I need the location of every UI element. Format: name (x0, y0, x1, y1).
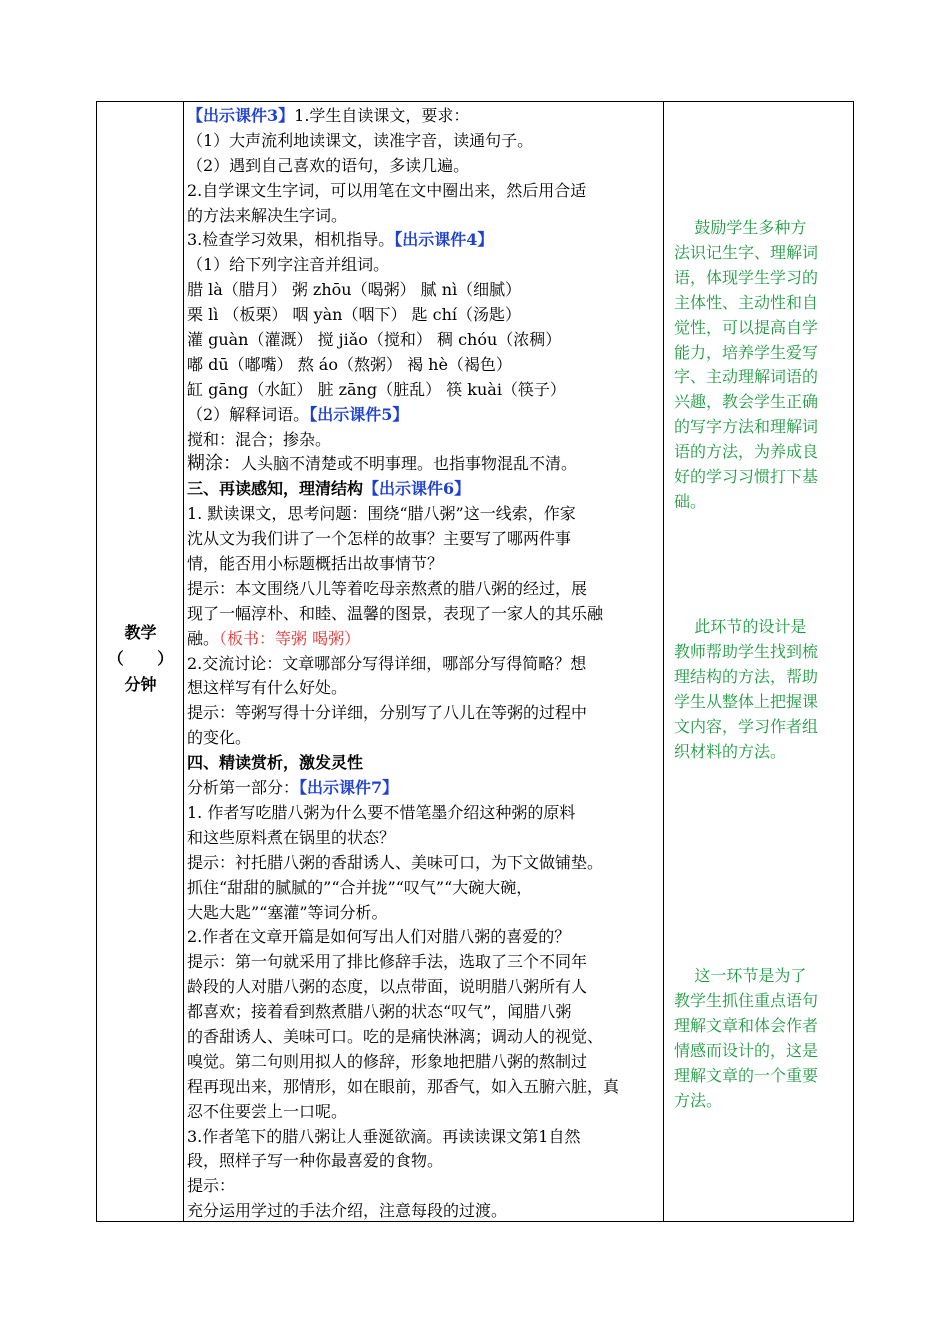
design-note-line: 此环节的设计是 (674, 617, 807, 636)
procedure-line (187, 403, 663, 428)
board-note: （板书：等粥 喝粥） (219, 628, 361, 648)
procedure-text: 提示：本文围绕八儿等着吃母亲熬煮的腊八粥的经过，展 (187, 578, 588, 598)
time-label-line: （ ） (107, 649, 174, 668)
procedure-text: 都喜欢；接着看到熬煮腊八粥的状态“叹气”，闻腊八粥 (187, 1002, 572, 1022)
courseware-tag: 【出示课件7】 (299, 778, 399, 798)
design-note-line: 方法。 (674, 1090, 723, 1110)
procedure-text: 融。 (187, 628, 220, 648)
procedure-text: 的香甜诱人、美味可口。吃的是痛快淋漓；调动人的视觉、 (187, 1026, 604, 1046)
procedure-line (187, 876, 663, 901)
procedure-line (187, 950, 663, 975)
procedure-text: 提示： (187, 1176, 236, 1196)
procedure-line (187, 1149, 663, 1174)
lesson-table (96, 101, 854, 1222)
design-note-close-reading (674, 964, 846, 1113)
procedure-text: 抓住“甜甜的腻腻的”“合并拢”“叹气”“大碗大碗， (187, 877, 533, 897)
procedure-text: 充分运用学过的手法介绍，注意每段的过渡。 (187, 1201, 508, 1221)
design-note-line: 兴趣，教会学生正确 (674, 392, 819, 412)
procedure-line (187, 901, 663, 926)
time-label (97, 620, 184, 698)
design-notes-column (664, 102, 852, 1221)
procedure-line (187, 428, 663, 453)
design-note-line: 教学生抓住重点语句 (674, 990, 819, 1010)
time-label-line: 教学 (124, 623, 157, 642)
design-note-line: 这一环节是为了 (674, 966, 807, 985)
procedure-line (187, 776, 663, 801)
procedure-text: （1）大声流利地读课文，读准字音，读通句子。 (187, 130, 534, 150)
procedure-line (187, 228, 663, 253)
procedure-text: 的变化。 (187, 728, 252, 748)
procedure-text: （2）解释词语。 (187, 404, 310, 424)
procedure-line (187, 602, 663, 627)
procedure-line (187, 129, 663, 154)
procedure-text: 1. 默读课文，思考问题：围绕“腊八粥”这一线索，作家 (187, 504, 576, 524)
procedure-text: 糊涂： (187, 453, 241, 475)
procedure-line (187, 278, 663, 303)
procedure-line (187, 502, 663, 527)
courseware-tag: 【出示课件6】 (363, 479, 471, 499)
procedure-column (184, 102, 664, 1221)
procedure-line (187, 627, 663, 652)
procedure-text: 1.学生自读课文，要求： (294, 106, 470, 125)
procedure-text: 人头脑不清楚或不明事理。也指事物混乱不清。 (241, 454, 578, 474)
procedure-text: 的方法来解决生字词。 (187, 205, 348, 225)
procedure-text: 想这样写有什么好处。 (187, 678, 348, 698)
design-note-vocabulary (674, 216, 846, 515)
procedure-text: 腊 là（腊月） 粥 zhōu（喝粥） 腻 nì（细腻） (187, 280, 522, 300)
procedure-text: 3.作者笔下的腊八粥让人垂涎欲滴。再读读课文第1自然 (187, 1126, 581, 1146)
procedure-line (187, 701, 663, 726)
procedure-line (187, 154, 663, 179)
procedure-line (187, 1025, 663, 1050)
design-note-line: 法识记生字、理解词 (674, 242, 819, 262)
design-note-line: 主体性、主动性和自 (674, 292, 819, 312)
procedure-text: 情，能否用小标题概括出故事情节？ (187, 554, 444, 574)
procedure-text: 缸 gāng（水缸） 脏 zāng（脏乱） 筷 kuài（筷子） (187, 379, 566, 399)
procedure-line (187, 328, 663, 353)
procedure-line (187, 1000, 663, 1025)
procedure-text: 提示：第一句就采用了排比修辞手法，选取了三个不同年 (187, 952, 588, 972)
procedure-text: （2）遇到自己喜欢的语句，多读几遍。 (187, 155, 470, 175)
procedure-line (187, 925, 663, 950)
time-label-line: 分钟 (124, 675, 157, 694)
design-note-line: 字、主动理解词语的 (674, 367, 819, 387)
procedure-text: （1）给下列字注音并组词。 (187, 255, 390, 275)
procedure-line (187, 1050, 663, 1075)
procedure-line (187, 826, 663, 851)
procedure-text: 提示：等粥写得十分详细，分别写了八儿在等粥的过程中 (187, 703, 588, 723)
design-note-line: 情感而设计的，这是 (674, 1040, 819, 1060)
procedure-line (187, 204, 663, 229)
procedure-line (187, 303, 663, 328)
design-note-line: 学生从整体上把握课 (674, 691, 819, 711)
design-note-line: 鼓励学生多种方 (674, 218, 807, 237)
courseware-tag: 【出示课件4】 (394, 230, 494, 250)
procedure-line (187, 179, 663, 204)
procedure-text: 段，照样子写一种你最喜爱的食物。 (187, 1151, 444, 1171)
procedure-line (187, 975, 663, 1000)
design-note-line: 的写字方法和理解词 (674, 417, 819, 437)
procedure-text: 三、再读感知，理清结构 (187, 479, 364, 499)
courseware-tag: 【出示课件5】 (309, 404, 409, 424)
design-note-line: 觉性，可以提高自学 (674, 317, 819, 337)
design-note-line: 语的方法，为养成良 (674, 442, 819, 462)
procedure-line (187, 1100, 663, 1125)
design-note-line: 理解文章和体会作者 (674, 1015, 819, 1035)
design-note-line: 语，体现学生学习的 (674, 267, 819, 287)
time-column (97, 102, 184, 1221)
procedure-line (187, 1125, 663, 1150)
procedure-text: 嗅觉。第二句则用拟人的修辞，形象地把腊八粥的熬制过 (187, 1051, 588, 1071)
design-note-line: 理结构的方法，帮助 (674, 666, 819, 686)
procedure-text: 四、精读赏析，激发灵性 (187, 753, 364, 773)
procedure-line (187, 378, 663, 403)
courseware-tag: 【出示课件3】 (187, 106, 295, 125)
procedure-line (187, 477, 663, 502)
design-note-line: 好的学习习惯打下基 (674, 467, 819, 487)
procedure-line (187, 1174, 663, 1199)
procedure-text: 搅和：混合；掺杂。 (187, 429, 332, 449)
procedure-text: 1. 作者写吃腊八粥为什么要不惜笔墨介绍这种粥的原料 (187, 802, 576, 822)
procedure-line (187, 1075, 663, 1100)
procedure-line (187, 751, 663, 776)
procedure-text: 2.作者在文章开篇是如何写出人们对腊八粥的喜爱的？ (187, 927, 571, 947)
procedure-line (187, 801, 663, 826)
procedure-line (187, 1199, 663, 1224)
procedure-line (187, 851, 663, 876)
procedure-line (187, 577, 663, 602)
procedure-text: 3.检查学习效果，相机指导。 (187, 230, 395, 250)
procedure-text: 和这些原料煮在锅里的状态？ (187, 827, 396, 847)
design-note-line: 织材料的方法。 (674, 741, 787, 761)
procedure-text: 2.自学课文生字词，可以用笔在文中圈出来，然后用合适 (187, 180, 587, 200)
design-note-line: 础。 (674, 491, 707, 511)
procedure-content (187, 104, 663, 1224)
design-note-structure (674, 615, 846, 764)
procedure-line (187, 652, 663, 677)
procedure-line (187, 452, 663, 477)
procedure-text: 龄段的人对腊八粥的态度，以点带面，说明腊八粥所有人 (187, 977, 588, 997)
procedure-text: 分析第一部分： (187, 778, 300, 798)
design-note-line: 文内容，学习作者组 (674, 716, 819, 736)
procedure-text: 2.交流讨论：文章哪部分写得详细，哪部分写得简略？想 (187, 653, 587, 673)
procedure-line (187, 726, 663, 751)
procedure-text: 忍不住要尝上一口呢。 (187, 1101, 348, 1121)
procedure-line (187, 552, 663, 577)
procedure-line (187, 353, 663, 378)
procedure-line (187, 527, 663, 552)
design-note-line: 教师帮助学生找到梳 (674, 641, 819, 661)
procedure-line (187, 676, 663, 701)
design-note-line: 能力，培养学生爱写 (674, 342, 819, 362)
procedure-text: 程再现出来，那情形，如在眼前，那香气，如入五腑六脏，真 (187, 1076, 620, 1096)
procedure-text: 灌 guàn（灌溉） 搅 jiǎo（搅和） 稠 chóu（浓稠） (187, 330, 562, 350)
design-note-line: 理解文章的一个重要 (674, 1065, 819, 1085)
procedure-text: 提示：衬托腊八粥的香甜诱人、美味可口，为下文做铺垫。 (187, 852, 604, 872)
procedure-text: 现了一幅淳朴、和睦、温馨的图景，表现了一家人的其乐融 (187, 603, 604, 623)
procedure-text: 沈从文为我们讲了一个怎样的故事？主要写了哪两件事 (187, 529, 572, 549)
procedure-text: 大匙大匙”“塞灌”等词分析。 (187, 902, 388, 922)
procedure-line (187, 104, 663, 129)
procedure-line (187, 253, 663, 278)
procedure-text: 栗 lì （板栗） 咽 yàn（咽下） 匙 chí（汤匙） (187, 305, 522, 325)
procedure-text: 嘟 dū（嘟嘴） 熬 áo（熬粥） 褐 hè（褐色） (187, 354, 512, 374)
